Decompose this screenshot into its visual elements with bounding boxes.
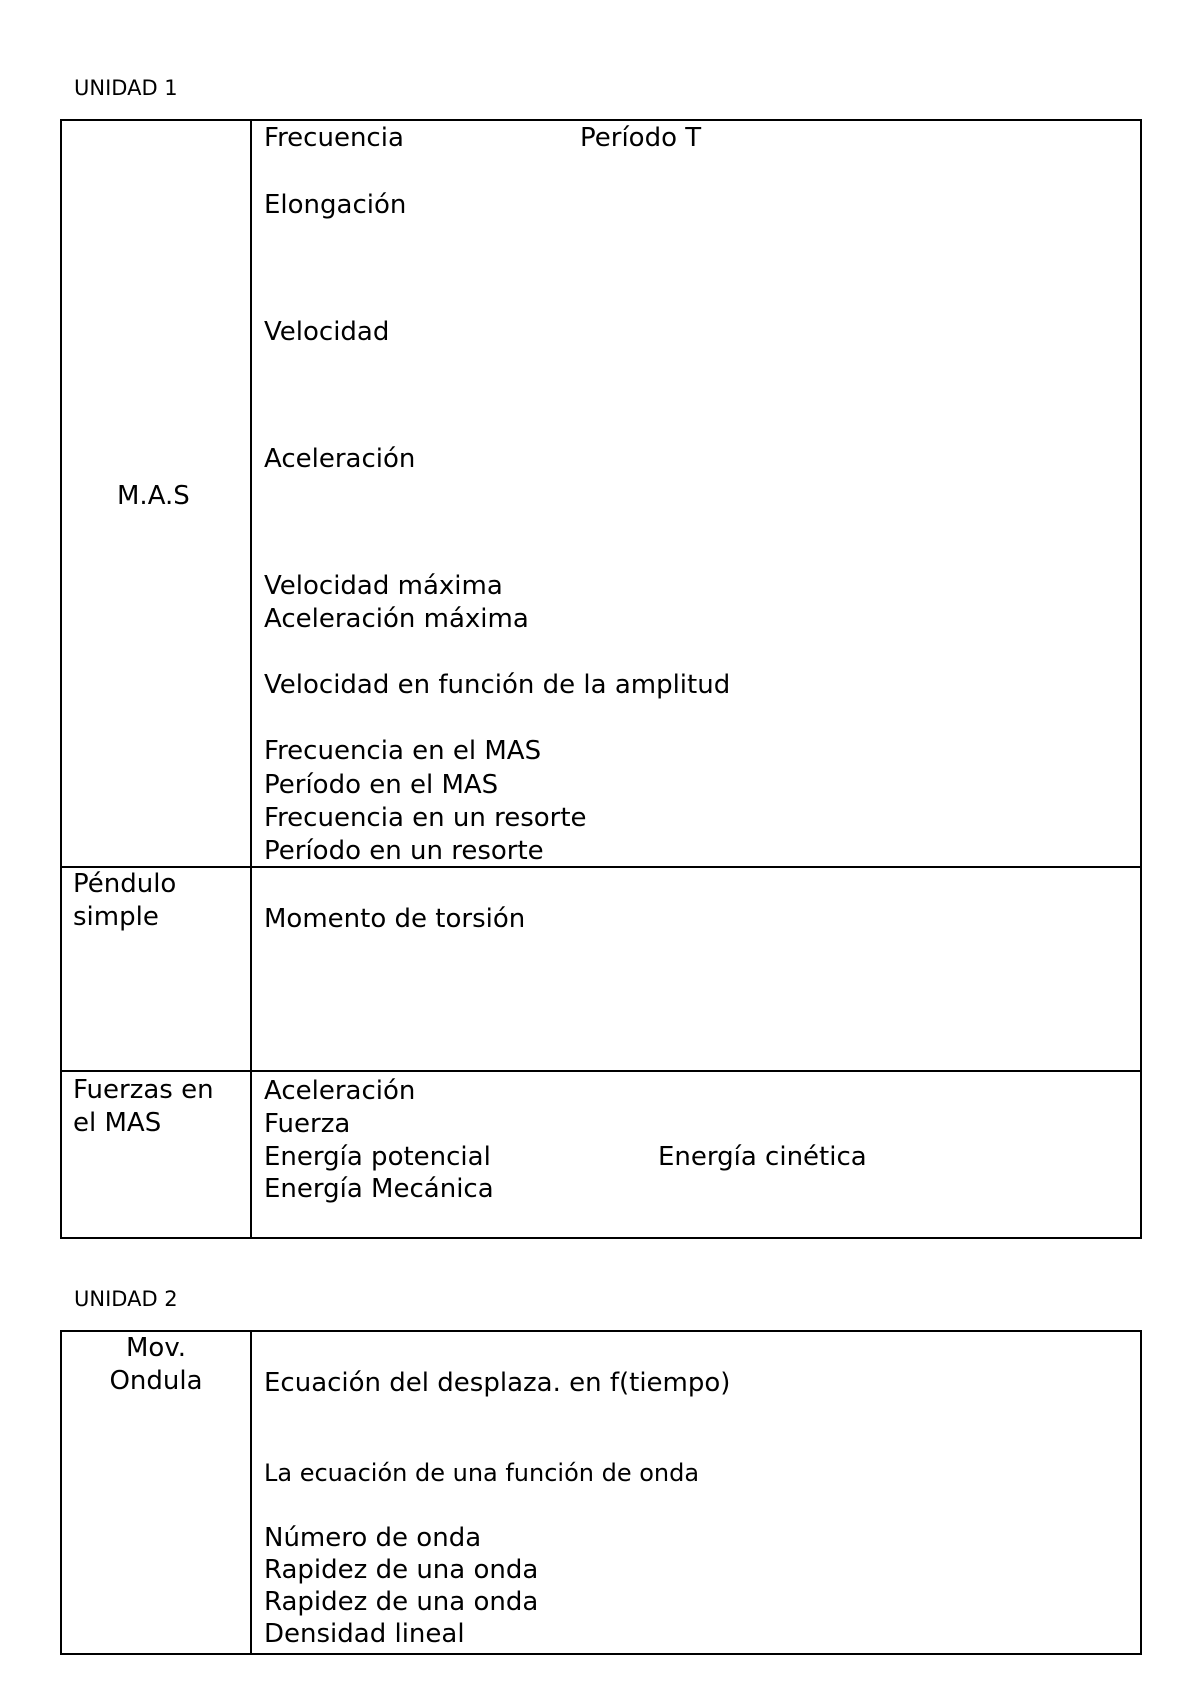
row-label-mas: M.A.S — [117, 481, 190, 511]
formula-label-momento-torsion: Momento de torsión — [264, 904, 526, 934]
row-divider-pendulo — [60, 866, 1142, 868]
formula-label-energia-potencial: Energía potencial — [264, 1142, 491, 1172]
formula-label-densidad-lineal: Densidad lineal — [264, 1619, 465, 1649]
formula-label-velocidad: Velocidad — [264, 317, 390, 347]
formula-label-frecuencia: Frecuencia — [264, 123, 404, 153]
formula-label-aceleracion-maxima: Aceleración máxima — [264, 604, 529, 634]
formula-label-periodo-t: Período T — [580, 123, 702, 153]
row-label-fuerzas-line1: Fuerzas en — [73, 1075, 214, 1105]
formula-label-elongacion: Elongación — [264, 190, 407, 220]
formula-label-aceleracion: Aceleración — [264, 444, 416, 474]
formula-label-rapidez-onda-1: Rapidez de una onda — [264, 1555, 539, 1585]
row-label-pendulo-line2: simple — [73, 902, 159, 932]
formula-label-periodo-mas: Período en el MAS — [264, 770, 499, 800]
unidad-2-heading: UNIDAD 2 — [74, 1287, 178, 1311]
formula-label-fuerza: Fuerza — [264, 1109, 351, 1139]
formula-label-rapidez-onda-2: Rapidez de una onda — [264, 1587, 539, 1617]
row-label-pendulo-line1: Péndulo — [73, 869, 177, 899]
formula-label-frecuencia-mas: Frecuencia en el MAS — [264, 736, 542, 766]
unidad-1-heading: UNIDAD 1 — [74, 76, 178, 100]
formula-label-velocidad-amplitud: Velocidad en función de la amplitud — [264, 670, 731, 700]
formula-label-ecuacion-desplazamiento: Ecuación del desplaza. en f(tiempo) — [264, 1368, 731, 1398]
formula-label-periodo-resorte: Período en un resorte — [264, 836, 544, 866]
formula-label-frecuencia-resorte: Frecuencia en un resorte — [264, 803, 587, 833]
row-divider-fuerzas — [60, 1070, 1142, 1072]
formula-label-aceleracion-fuerzas: Aceleración — [264, 1076, 416, 1106]
formula-label-numero-onda: Número de onda — [264, 1523, 482, 1553]
unidad-2-column-divider — [250, 1330, 252, 1655]
row-label-mov-line2: Ondula — [109, 1366, 203, 1396]
formula-label-energia-cinetica: Energía cinética — [658, 1142, 867, 1172]
formula-label-ecuacion-funcion-onda: La ecuación de una función de onda — [264, 1459, 700, 1487]
formula-label-velocidad-maxima: Velocidad máxima — [264, 571, 503, 601]
formula-label-energia-mecanica: Energía Mecánica — [264, 1174, 494, 1204]
row-label-mov-line1: Mov. — [126, 1333, 186, 1363]
row-label-fuerzas-line2: el MAS — [73, 1108, 162, 1138]
